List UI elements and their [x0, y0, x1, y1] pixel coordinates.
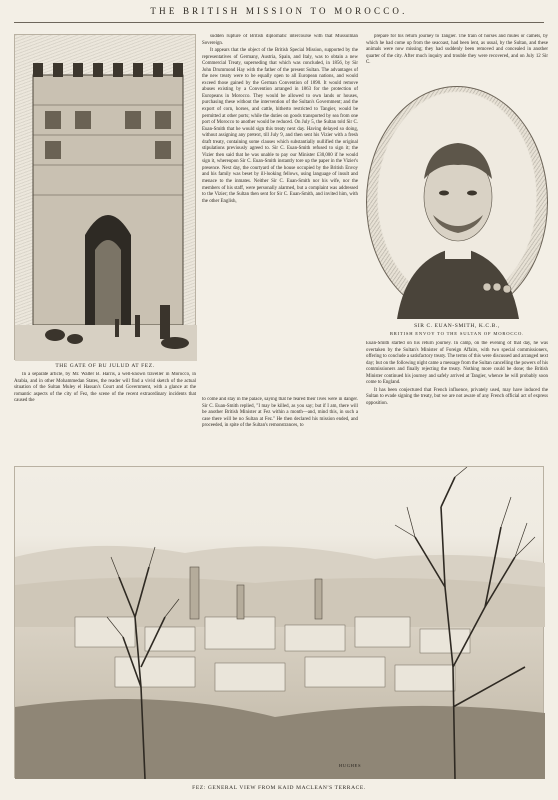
- gate-of-bu-julud-engraving: [14, 34, 196, 360]
- fez-signature: HUGHES: [338, 763, 362, 768]
- page-title: THE BRITISH MISSION TO MOROCCO.: [150, 6, 408, 16]
- column-right-bottom: [366, 341, 548, 457]
- column-middle-bottom: [202, 397, 358, 457]
- euan-smith-portrait: [366, 86, 548, 318]
- paragraph: It appears that the object of the British Special Mission, supported by the representatives of Germany, Austria, Spain, and Italy, was to obtain a new Commercial Treaty, superseding that which was concluded, in 1856, by Sir John Drummond Hay with the father of the present Sultan. The advantages of the new treaty were to be equally open to all European nations, and would exceed those gained by the German Convention of 1890. It would remove abuses existing by a Convention arranged in 1863 for the protection of Europeans in Morocco. They would be allowed to own lands or houses, purchasing these without the intervention of the Sultan's Government; and the export of corn, horses, and cattle, hitherto restricted to Tangier, would be permitted at other ports; while the duties on goods transported by sea from one port of Morocco to another would be reduced. On July 5, the Sultan told Sir C. Euan-Smith that he would sign this treaty next day. Having delayed so doing, without assigning any pretext, till July 9, and then sent his Vizier with a fresh draft treaty, containing some clauses which substantially nullified the original stipulations previously agreed to. Sir C. Euan-Smith refused to sign it; the Vizier then said that he was unable to pay our Minister £30,000 if he would sign it, whereupon Sir C. Euan-Smith instantly tore up the paper in the Vizier's presence. Next day, the courtyard of the house occupied by the British Envoy and his family was beset by ill-looking fellows, using language of insult and menace to the inmates. Neither Sir C. Euan-Smith nor his wife, nor the members of his staff, were personally alarmed, but a complaint was addressed to the Vizier; the Sultan then sent for Sir C. Euan-Smith, and invited him, with the other English,: [202, 48, 358, 204]
- column-left-bottom: [14, 372, 196, 456]
- gate-caption: THE GATE OF BU JULUD AT FEZ.: [55, 363, 155, 369]
- portrait-subcaption: BRITISH ENVOY TO THE SULTAN OF MOROCCO.: [389, 331, 525, 336]
- paragraph: It has been conjectured that French influence, privately used, may have induced the Sultan to evade signing the treaty, but we are not aware of any French official act of express opposition.: [366, 387, 548, 406]
- column-right-top: [366, 34, 548, 84]
- paragraph: In a separate article, by Mr. Walter B. Harris, a well-known traveller in Morocco, in Arabia, and in other Mohammedan States, the reader will find a vivid sketch of the actual situation of the Sultan Muley el Hassan's Court and Government, with a glance at the romantic aspects of the city of Fez, the scene of the recent extraordinary incidents that caused the: [14, 372, 196, 404]
- paragraph: prepare for his return journey to Tangier. The train of horses and mules or camels, by which he had come up from the seacoast, had been lent, as usual, by the Sultan, and these animals were now missing; they had suddenly been removed and concealed in another quarter of the city. After much inquiry and trouble they were recovered, and on July 12 Sir C.: [366, 34, 548, 66]
- paragraph: Euan-Smith started on his return journey. In camp, on the evening of that day, he was overtaken by the Sultan's Minister of Foreign Affairs, with two special commissioners, offering to conclude a satisfactory treaty. The terms of this were discussed and arranged next day; but on the following night came a message from the Sultan cancelling the powers of his commissioners and finally rejecting the treaty. Nothing more could be done; the British Minister continued his journey and safely arrived at Tangier, whence he will probably soon come to England.: [366, 341, 548, 386]
- header-rule: [14, 22, 544, 23]
- fez-panorama-engraving: [14, 466, 544, 778]
- paragraph: to come and stay in the palace, saying that he feared their lives were in danger. Sir C. Euan-Smith replied, "I may be killed, as you say; but if I am, there will be another British Minister at Fez within a month—and, mind this, in such a case there will be no Sultan at Fez." He then declared his mission ended, and proceeded, in spite of the Sultan's remonstrances, to: [202, 397, 358, 429]
- column-middle-top: [202, 34, 358, 397]
- fez-caption: FEZ: GENERAL VIEW FROM KAID MACLEAN'S TERRACE.: [192, 785, 366, 791]
- portrait-caption: SIR C. EUAN-SMITH, K.C.B.,: [414, 323, 500, 329]
- paragraph: sudden rupture of British diplomatic intercourse with that Mussulman Sovereign.: [202, 34, 358, 46]
